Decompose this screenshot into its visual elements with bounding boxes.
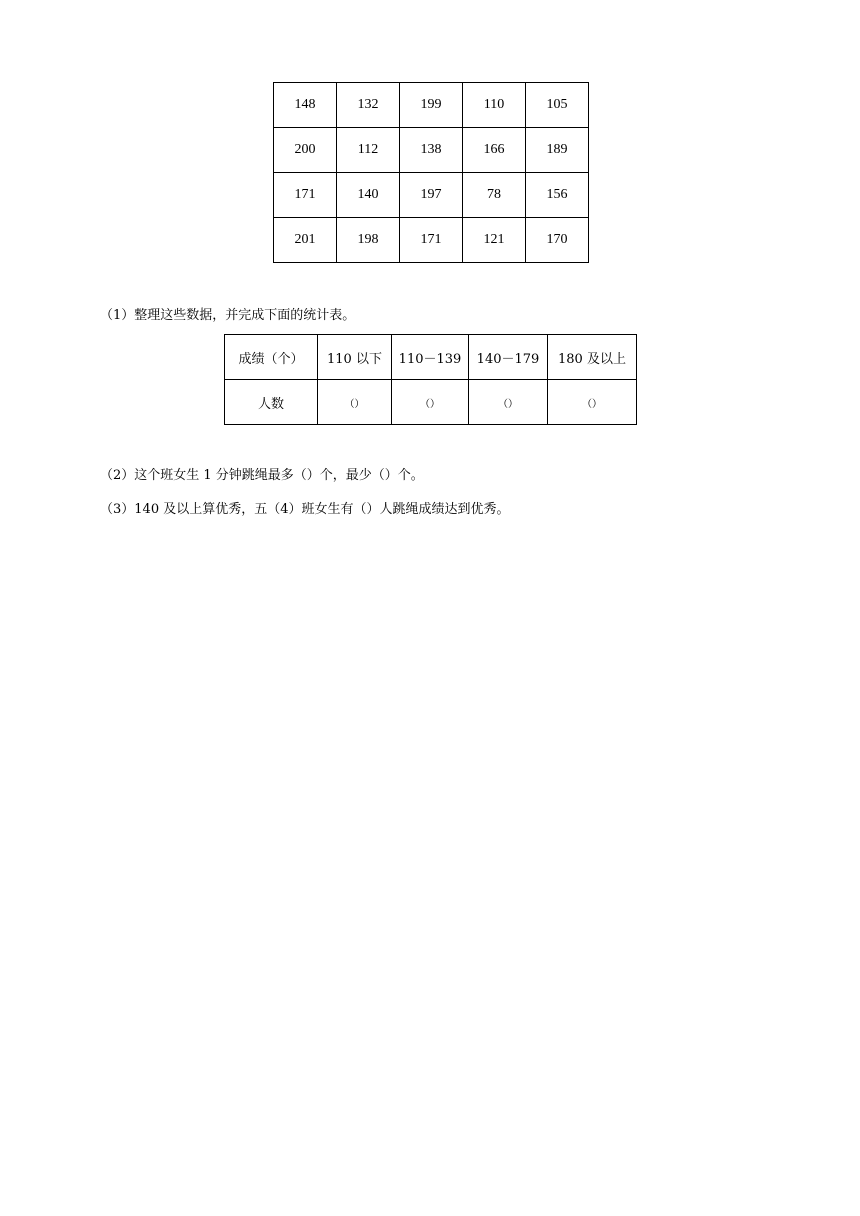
table-cell: 197 bbox=[400, 173, 463, 218]
table-cell: 132 bbox=[337, 83, 400, 128]
table-cell: 112 bbox=[337, 128, 400, 173]
statistics-table bbox=[224, 334, 637, 425]
table-cell: 110 bbox=[463, 83, 526, 128]
stat-header-cell: 140－179 bbox=[469, 335, 548, 380]
stat-row-label: 人数 bbox=[225, 380, 318, 425]
table-cell: 105 bbox=[526, 83, 589, 128]
stat-header-row bbox=[225, 335, 637, 380]
stat-count-row bbox=[225, 380, 637, 425]
stat-header-cell: 110 以下 bbox=[318, 335, 392, 380]
question-3-text: （3）140 及以上算优秀，五（4）班女生有（）人跳绳成绩达到优秀。 bbox=[100, 502, 510, 517]
answer-blank[interactable]: （） bbox=[318, 380, 392, 425]
table-row bbox=[274, 128, 589, 173]
table-cell: 156 bbox=[526, 173, 589, 218]
jump-rope-data-table bbox=[273, 82, 589, 263]
table-cell: 121 bbox=[463, 218, 526, 263]
question-2-text: （2）这个班女生 1 分钟跳绳最多（）个，最少（）个。 bbox=[100, 468, 424, 483]
stat-header-cell: 成绩（个） bbox=[225, 335, 318, 380]
table-cell: 171 bbox=[274, 173, 337, 218]
table-cell: 140 bbox=[337, 173, 400, 218]
answer-blank[interactable]: （） bbox=[469, 380, 548, 425]
answer-blank[interactable]: （） bbox=[548, 380, 637, 425]
table-cell: 170 bbox=[526, 218, 589, 263]
table-cell: 189 bbox=[526, 128, 589, 173]
table-cell: 171 bbox=[400, 218, 463, 263]
question-1-text: （1）整理这些数据，并完成下面的统计表。 bbox=[100, 308, 356, 323]
table-cell: 199 bbox=[400, 83, 463, 128]
table-row bbox=[274, 173, 589, 218]
table-row bbox=[274, 218, 589, 263]
stat-header-cell: 180 及以上 bbox=[548, 335, 637, 380]
table-cell: 201 bbox=[274, 218, 337, 263]
table-cell: 200 bbox=[274, 128, 337, 173]
table-cell: 166 bbox=[463, 128, 526, 173]
table-cell: 78 bbox=[463, 173, 526, 218]
table-row bbox=[274, 83, 589, 128]
answer-blank[interactable]: （） bbox=[392, 380, 469, 425]
table-cell: 198 bbox=[337, 218, 400, 263]
stat-header-cell: 110－139 bbox=[392, 335, 469, 380]
table-cell: 138 bbox=[400, 128, 463, 173]
table-cell: 148 bbox=[274, 83, 337, 128]
